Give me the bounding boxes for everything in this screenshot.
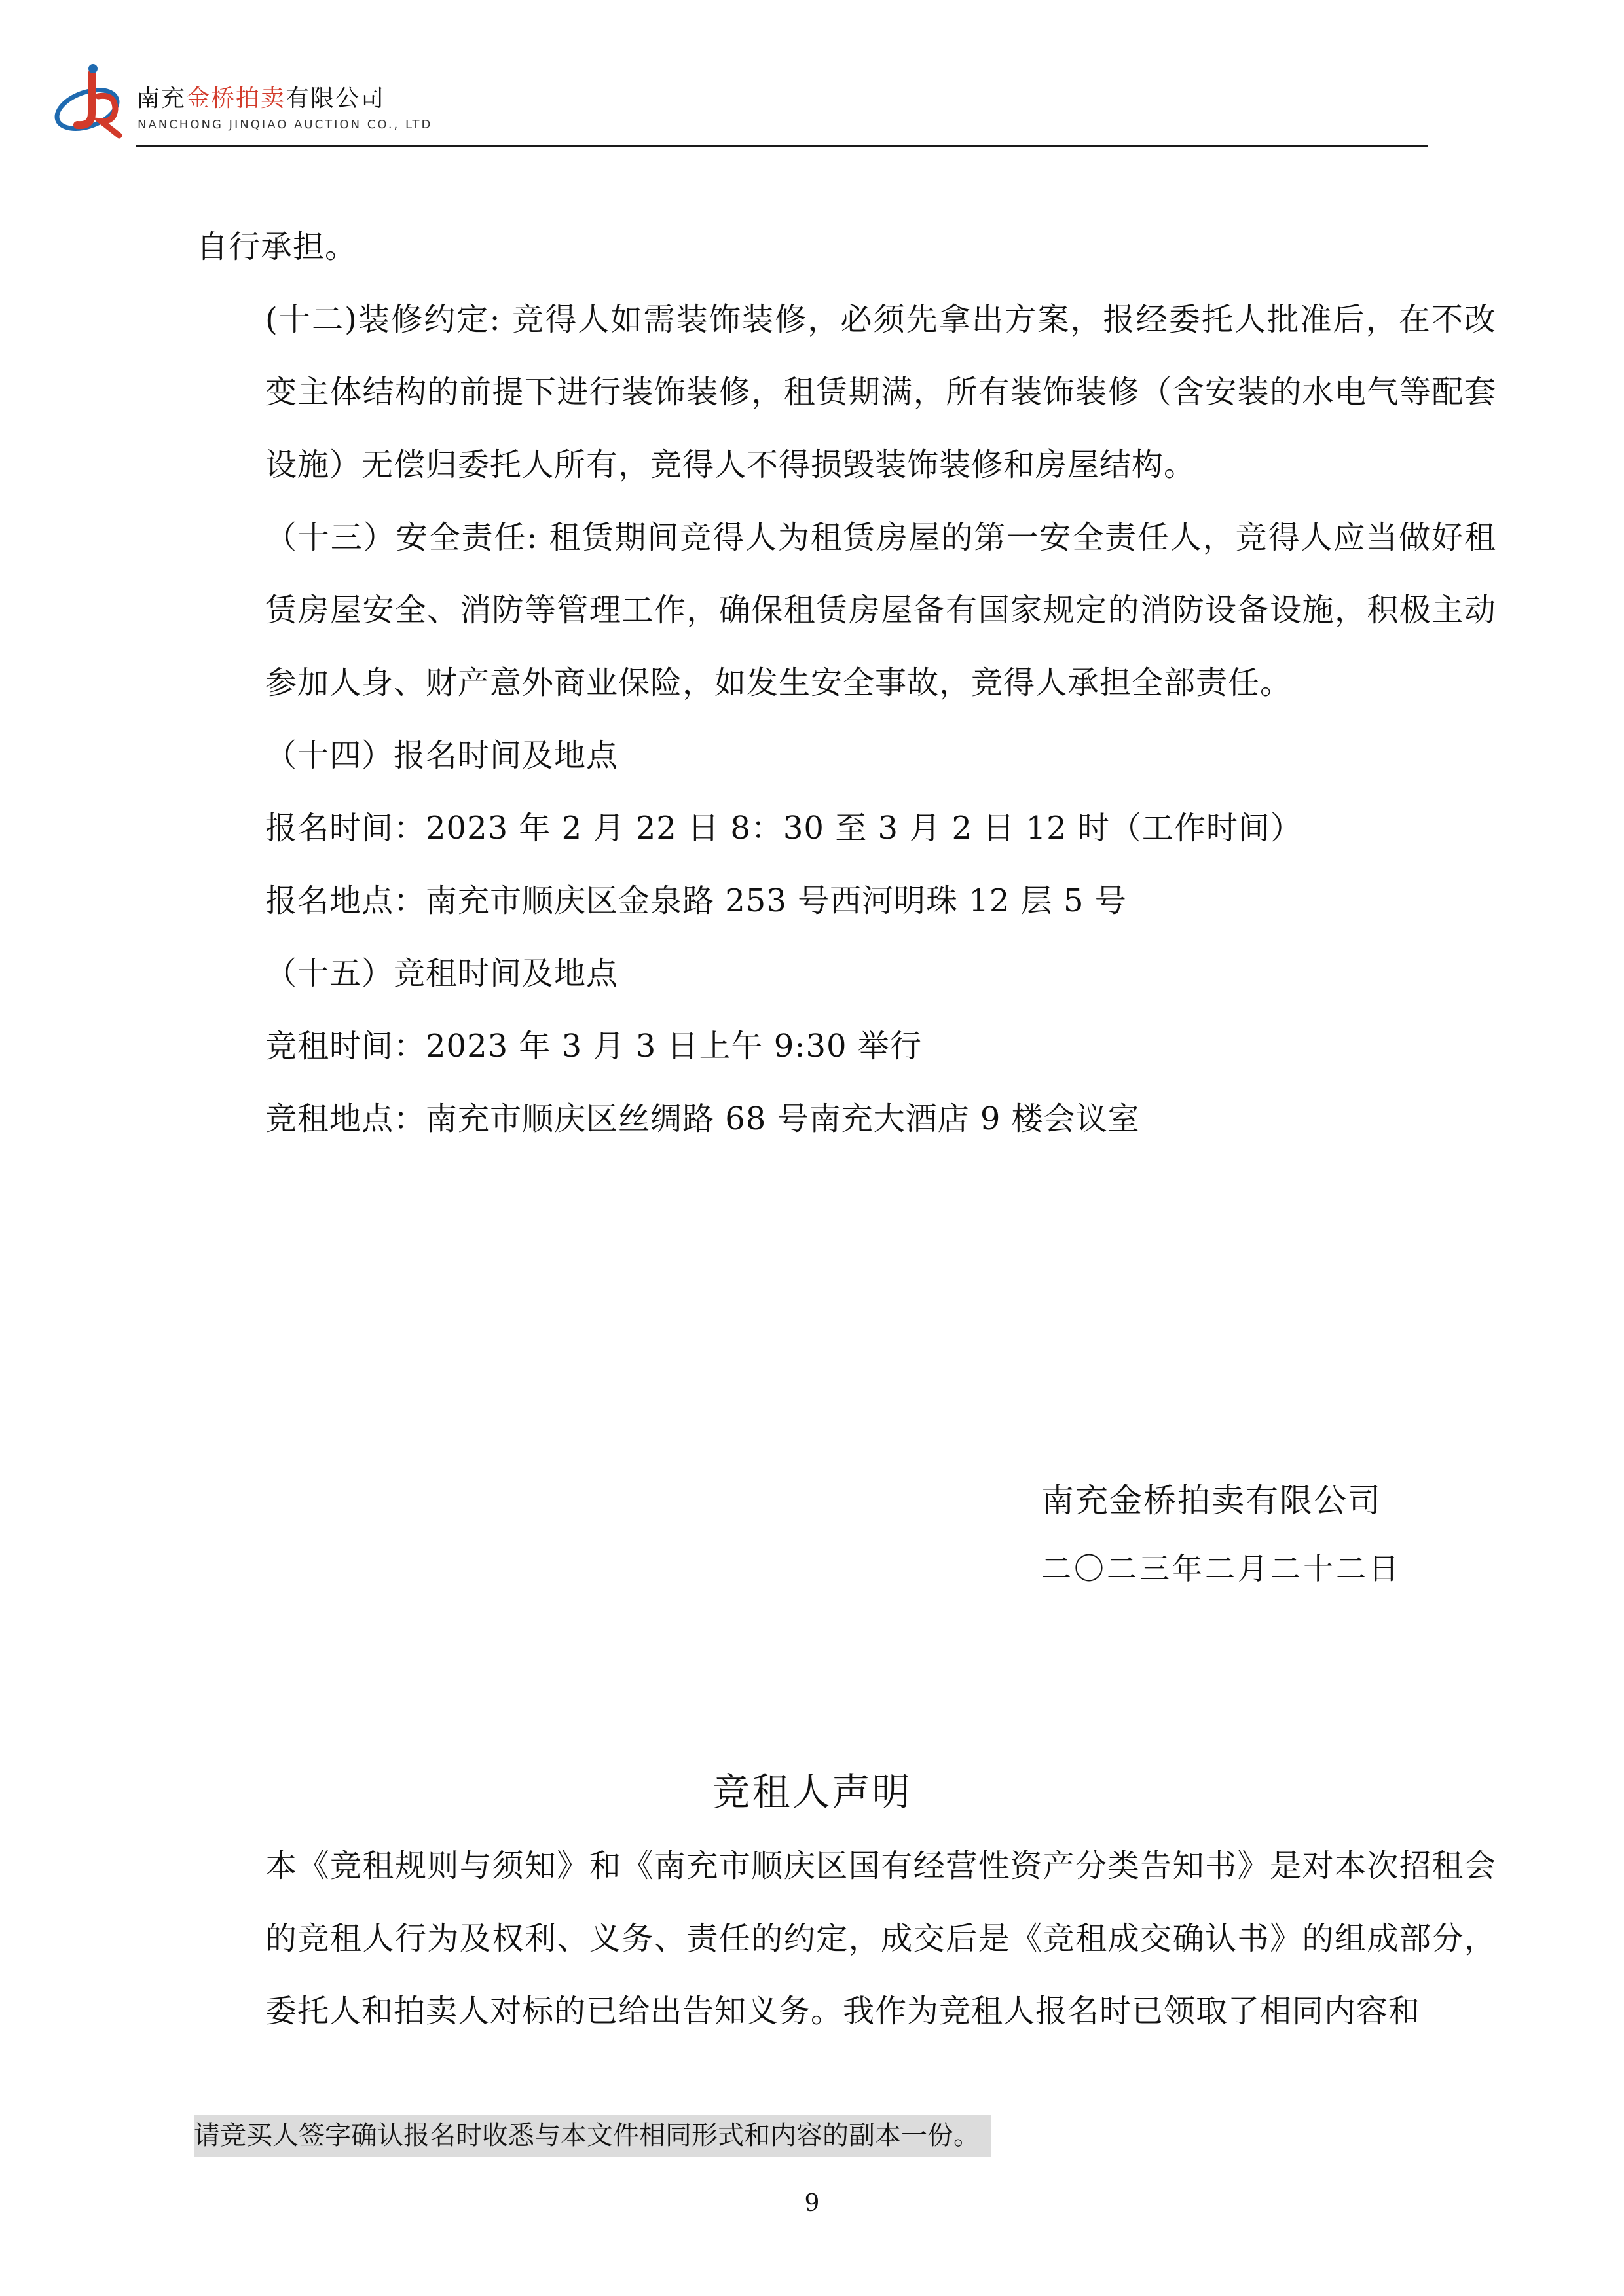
registration-place: 报名地点：南充市顺庆区金泉路 253 号西河明珠 12 层 5 号 (265, 883, 1127, 919)
company-name-cn (136, 80, 385, 113)
bidding-place: 竞租地点：南充市顺庆区丝绸路 68 号南充大酒店 9 楼会议室 (265, 1101, 1140, 1137)
header-divider (136, 145, 1428, 147)
clause-12-decoration: (十二)装修约定: 竞得人如需装饰装修，必须先拿出方案，报经委托人批准后，在不改变主体结构的前提下进行装饰装修，租赁期满，所有装饰装修（含安装的水电气等配套设施）无偿归委托人所有，竞得人不得损毁装饰装修和房屋结构。 (265, 301, 1496, 483)
company-name-part1: 南充 (136, 85, 187, 112)
signature-company: 南充金桥拍卖有限公司 (1041, 1482, 1382, 1520)
clause-14-title: （十四）报名时间及地点 (265, 737, 619, 774)
footer-note: 请竞买人签字确认报名时收悉与本文件相同形式和内容的副本一份。 (194, 2115, 991, 2157)
page-number: 9 (804, 2190, 820, 2217)
declaration-body (196, 1830, 1496, 2048)
company-name-accent: 金桥拍卖 (186, 85, 286, 112)
paragraph-continuation: 自行承担。 (196, 228, 358, 265)
bidding-time: 竞租时间：2023 年 3 月 3 日上午 9:30 举行 (265, 1028, 922, 1065)
document-body (196, 211, 1496, 1156)
company-name-en: NANCHONG JINQIAO AUCTION CO., LTD (138, 118, 433, 132)
clause-15-title: （十五）竞租时间及地点 (265, 955, 619, 992)
declaration-text: 本《竞租规则与须知》和《南充市顺庆区国有经营性资产分类告知书》是对本次招租会的竞租人行为及权利、义务、责任的约定，成交后是《竞租成交确认书》的组成部分，委托人和拍卖人对标的已给出告知义务。我作为竞租人报名时已领取了相同内容和 (265, 1848, 1496, 2030)
company-name-part2: 有限公司 (286, 85, 386, 112)
declaration-title: 竞租人声明 (712, 1770, 912, 1814)
company-logo-icon (51, 62, 130, 141)
registration-time: 报名时间：2023 年 2 月 22 日 8：30 至 3 月 2 日 12 时（工作时间） (265, 810, 1302, 847)
clause-13-safety: （十三）安全责任: 租赁期间竞得人为租赁房屋的第一安全责任人，竞得人应当做好租赁房屋安全、消防等管理工作，确保租赁房屋备有国家规定的消防设备设施，积极主动参加人身、财产意外商业保险，如发生安全事故，竞得人承担全部责任。 (265, 519, 1496, 701)
signature-date: 二〇二三年二月二十二日 (1041, 1551, 1401, 1586)
